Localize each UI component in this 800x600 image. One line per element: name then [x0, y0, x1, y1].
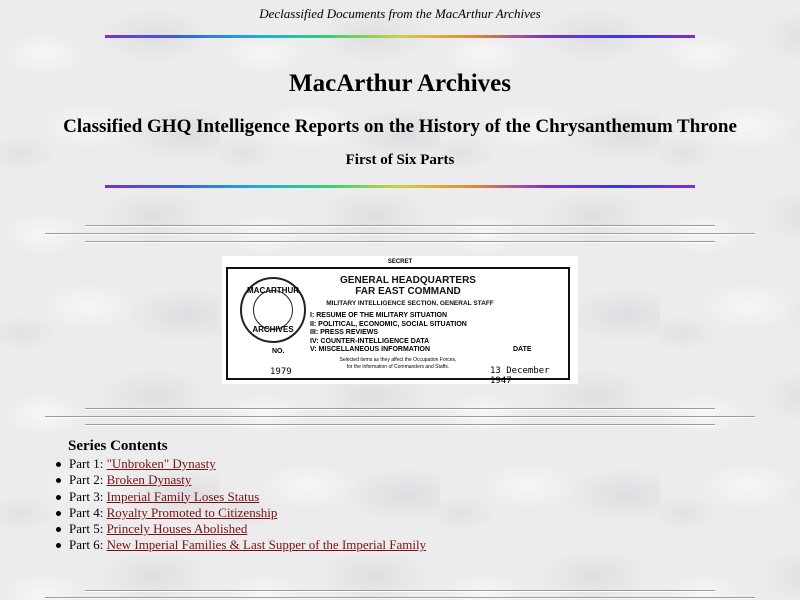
top-caption: Declassified Documents from the MacArthur Archives: [259, 6, 541, 21]
series-item-part-4: [52, 505, 426, 521]
secret-stamp: SECRET: [387, 259, 413, 265]
report-section-item: I: RESUME OF THE MILITARY SITUATION: [310, 312, 448, 319]
note-line-1: Selected items as they affect the Occupation Forces,: [339, 357, 457, 363]
divider: [85, 590, 715, 592]
divider: [85, 424, 715, 426]
divider: [45, 233, 755, 235]
series-item-part-3: [52, 489, 426, 505]
part-6-link[interactable]: New Imperial Families & Last Supper of the Imperial Family: [106, 537, 427, 553]
series-item-part-2: [52, 472, 426, 488]
seal-top-text: MACARTHUR: [247, 286, 299, 295]
series-item-part-1: [52, 456, 426, 472]
note-line-2: for the information of Commanders and Staffs.: [346, 364, 450, 370]
divider: [85, 241, 715, 243]
part-3-link[interactable]: Imperial Family Loses Status: [106, 488, 260, 504]
series-item-part-6: [52, 537, 426, 553]
part-5-link[interactable]: Princely Houses Abolished: [106, 521, 248, 537]
part-label: Part 1:: [69, 456, 104, 471]
report-section-item: IV: COUNTER-INTELLIGENCE DATA: [310, 337, 430, 345]
part-2-link[interactable]: Broken Dynasty: [106, 472, 192, 488]
site-title: MacArthur Archives: [289, 70, 511, 97]
report-section-item: V: MISCELLANEOUS INFORMATION: [310, 346, 431, 353]
rainbow-divider-bottom: [105, 185, 695, 188]
series-contents-list: [52, 456, 426, 554]
divider: [45, 416, 755, 418]
report-date: 13 December 1947: [490, 366, 550, 386]
part-label: Part 5:: [69, 521, 104, 537]
rainbow-divider-top: [105, 35, 695, 38]
report-section-item: III: PRESS REVIEWS: [310, 329, 379, 336]
part-4-link[interactable]: Royalty Promoted to Citizenship: [106, 504, 278, 520]
page-subtitle: Classified GHQ Intelligence Reports on the History of the Chrysanthemum Throne: [63, 116, 737, 137]
date-label: DATE: [513, 346, 532, 353]
seal-inner-ring: [253, 290, 293, 330]
series-contents-heading: Series Contents: [68, 438, 168, 454]
part-label: Part 3:: [69, 488, 104, 504]
seal-bottom-text: ARCHIVES: [252, 325, 294, 334]
series-item-part-5: [52, 521, 426, 537]
ghq-report-cover-image: [222, 256, 578, 384]
part-indicator: First of Six Parts: [345, 152, 455, 168]
section-line: MILITARY INTELLIGENCE SECTION, GENERAL STAFF: [326, 300, 494, 307]
report-note: [328, 357, 468, 371]
report-number: 1979: [270, 367, 292, 377]
report-frame: [226, 267, 570, 386]
divider: [85, 408, 715, 410]
hq-line-1: GENERAL HEADQUARTERS: [340, 275, 476, 286]
part-label: Part 4:: [69, 504, 104, 520]
part-1-link[interactable]: "Unbroken" Dynasty: [106, 456, 216, 471]
macarthur-archives-seal: [240, 277, 306, 343]
report-section-item: II: POLITICAL, ECONOMIC, SOCIAL SITUATION: [310, 320, 467, 328]
part-label: Part 6:: [69, 537, 104, 553]
divider: [45, 597, 755, 599]
report-sections-list: [310, 312, 467, 355]
divider: [85, 225, 715, 227]
part-label: Part 2:: [69, 472, 104, 488]
hq-line-2: FAR EAST COMMAND: [355, 286, 461, 297]
number-label: NO.: [272, 348, 285, 355]
